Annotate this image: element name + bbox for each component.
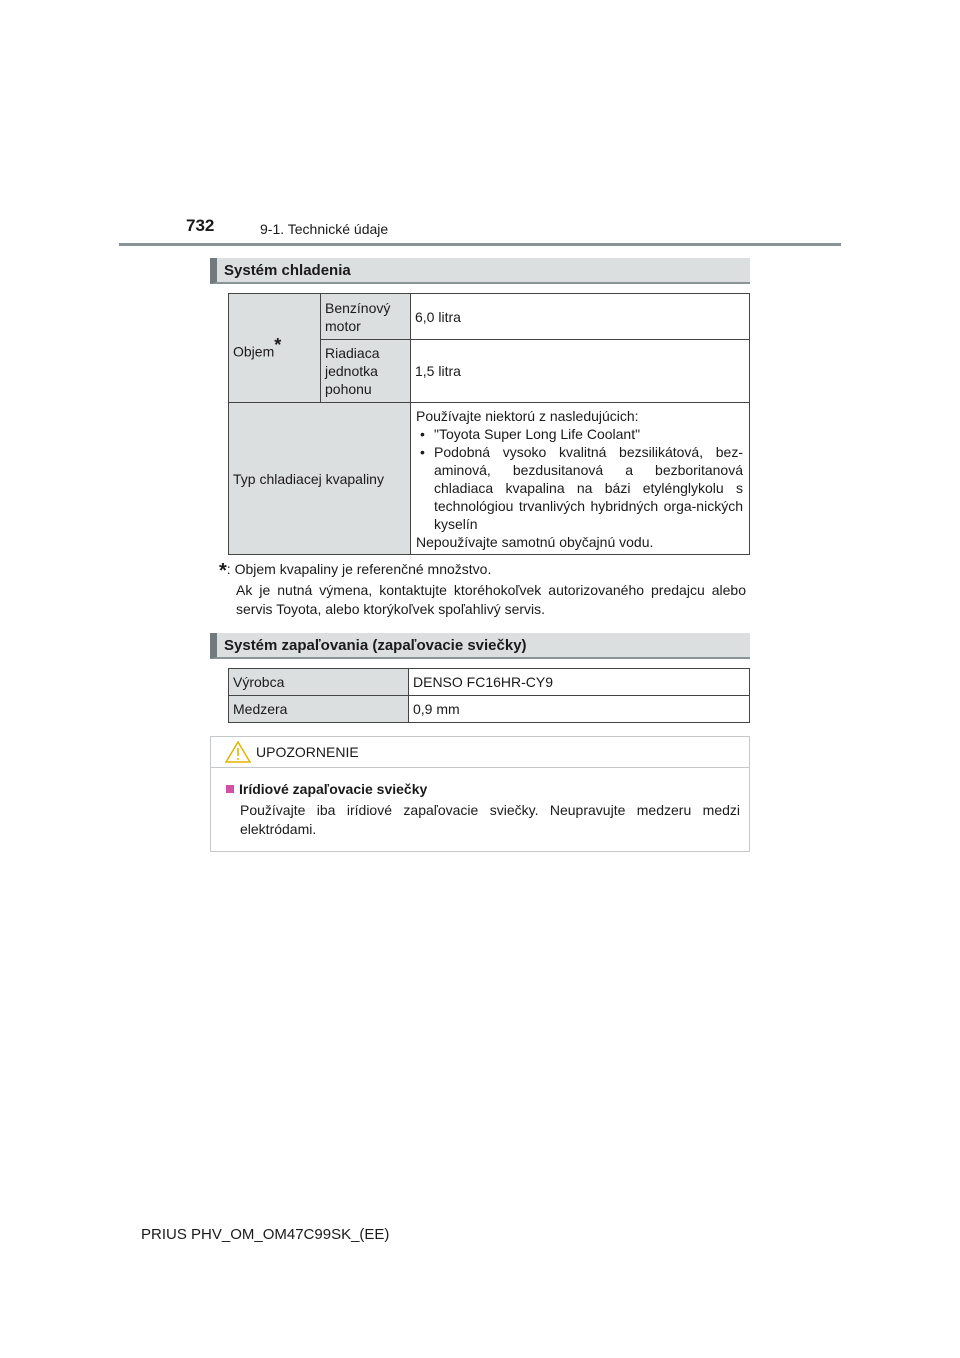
- footnote-mark: *: [219, 560, 227, 582]
- cooling-table: [228, 293, 750, 555]
- footnote-line1: : Objem kvapaliny je referenčné množstvo.: [226, 561, 492, 577]
- manufacturer-value: DENSO FC16HR-CY9: [409, 669, 750, 696]
- warning-box: [210, 736, 750, 852]
- warning-header: [211, 737, 749, 768]
- gas-engine-value: 6,0 litra: [411, 294, 750, 340]
- footnote-line2: Ak je nutná výmena, kontaktujte ktoréhokoľvek autorizovaného predajcu alebo servis Toyota, alebo ktorýkoľvek spoľahlivý servis.: [236, 582, 746, 617]
- ignition-table: [228, 668, 750, 723]
- footnote: [219, 560, 746, 619]
- section-title-ignition: Systém zapaľovania (zapaľovacie sviečky): [210, 633, 750, 659]
- volume-label-cell: [229, 294, 321, 403]
- gap-label: Medzera: [229, 696, 409, 723]
- warning-triangle-icon: [225, 741, 251, 763]
- volume-footnote-mark: *: [274, 334, 282, 355]
- coolant-note: Nepoužívajte samotnú obyčajnú vodu.: [416, 533, 654, 550]
- gas-engine-label: Benzínový motor: [321, 294, 411, 340]
- coolant-type-label: Typ chladiacej kvapaliny: [229, 403, 411, 555]
- section-title-cooling: Systém chladenia: [210, 258, 750, 284]
- warning-item-title: [226, 781, 427, 797]
- coolant-intro: Používajte niektorú z nasledujúcich:: [416, 407, 639, 424]
- volume-label: Objem: [233, 343, 275, 360]
- coolant-options: [416, 425, 743, 533]
- coolant-type-value: [411, 403, 750, 555]
- warning-text: Používajte iba irídiové zapaľovacie sviečky. Neupravujte medzeru medzi elektródami.: [240, 802, 740, 837]
- page-number: 732: [186, 216, 215, 235]
- warning-item-title-text: Irídiové zapaľovacie sviečky: [239, 781, 428, 797]
- gap-value: 0,9 mm: [409, 696, 750, 723]
- coolant-option: • Podobná vysoko kvalitná bezsilikátová, bez-aminová, bezdusitanová a bezboritanová chladiaca kvapalina na bázi etylénglykolu s technológiou trvanlivých hybridných orga-nických kyselín: [420, 443, 743, 533]
- warning-title: UPOZORNENIE: [256, 744, 359, 760]
- coolant-option: • "Toyota Super Long Life Coolant": [420, 425, 743, 443]
- header-divider: [119, 243, 841, 246]
- drive-unit-label: Riadiaca jednotka pohonu: [321, 340, 411, 403]
- drive-unit-value: 1,5 litra: [411, 340, 750, 403]
- document-code: PRIUS PHV_OM_OM47C99SK_(EE): [141, 1226, 390, 1243]
- pink-square-bullet-icon: [226, 785, 234, 793]
- chapter-title: 9-1. Technické údaje: [260, 221, 389, 237]
- manufacturer-label: Výrobca: [229, 669, 409, 696]
